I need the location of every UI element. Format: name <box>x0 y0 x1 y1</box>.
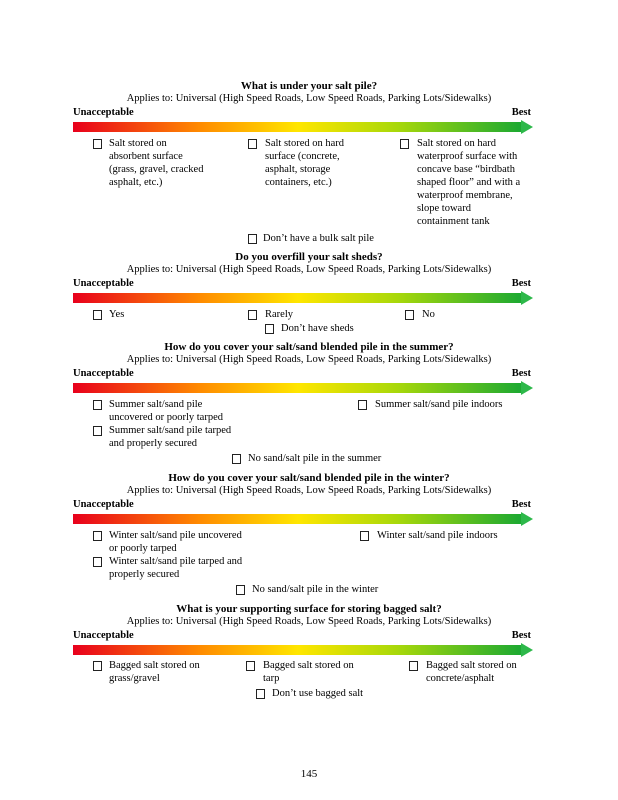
question-title: How do you cover your salt/sand blended pile in the summer? <box>164 341 454 353</box>
checkbox-icon[interactable] <box>360 531 369 541</box>
option-label: Don’t have a bulk salt pile <box>263 233 374 244</box>
option-label: Don’t have sheds <box>281 323 354 334</box>
option-label: No sand/salt pile in the summer <box>248 453 382 464</box>
option-label: Yes <box>109 309 125 320</box>
applies-to: Applies to: Universal (High Speed Roads, Low Speed Roads, Parking Lots/Sidewalks) <box>126 264 492 275</box>
rating-scale-bar <box>73 643 533 657</box>
option-1[interactable] <box>93 137 233 189</box>
scale-label-best: Best <box>511 368 531 379</box>
option-label: Winter salt/sand pile tarped and properly secured <box>109 556 243 580</box>
option-label: No sand/salt pile in the winter <box>252 584 379 595</box>
option-indoors[interactable] <box>358 398 538 411</box>
rating-scale-bar <box>73 120 533 134</box>
checkbox-icon[interactable] <box>93 400 102 410</box>
checkbox-icon[interactable] <box>93 531 102 541</box>
rating-scale-bar <box>73 512 533 526</box>
option-no-sheds[interactable] <box>265 322 425 335</box>
checkbox-icon[interactable] <box>93 310 102 320</box>
checkbox-icon[interactable] <box>358 400 367 410</box>
option-none[interactable] <box>236 583 436 596</box>
option-none[interactable] <box>232 452 432 465</box>
option-tarp[interactable] <box>246 659 386 685</box>
option-yes[interactable] <box>93 308 213 321</box>
checkbox-icon[interactable] <box>265 324 274 334</box>
checkbox-icon[interactable] <box>93 426 102 436</box>
scale-label-unacceptable: Unacceptable <box>73 499 134 510</box>
scale-label-unacceptable: Unacceptable <box>73 107 134 118</box>
checkbox-icon[interactable] <box>405 310 414 320</box>
applies-to: Applies to: Universal (High Speed Roads, Low Speed Roads, Parking Lots/Sidewalks) <box>126 616 492 627</box>
option-label: Bagged salt stored on tarp <box>263 660 354 684</box>
question-title: What is under your salt pile? <box>240 80 378 92</box>
rating-scale-bar <box>73 291 533 305</box>
option-label: Bagged salt stored on grass/gravel <box>109 660 200 684</box>
applies-to: Applies to: Universal (High Speed Roads, Low Speed Roads, Parking Lots/Sidewalks) <box>126 93 492 104</box>
option-3[interactable] <box>400 137 560 228</box>
option-label: Summer salt/sand pile tarped and properly secured <box>109 425 232 449</box>
checkbox-icon[interactable] <box>93 557 102 567</box>
scale-label-best: Best <box>511 499 531 510</box>
option-2[interactable] <box>248 137 388 189</box>
checkbox-icon[interactable] <box>409 661 418 671</box>
checkbox-icon[interactable] <box>248 234 257 244</box>
option-label: Salt stored on absorbent surface (grass, gravel, cracked asphalt, etc.) <box>109 138 204 188</box>
option-label: Summer salt/sand pile uncovered or poorly tarped <box>109 399 223 423</box>
checkbox-icon[interactable] <box>400 139 409 149</box>
scale-label-unacceptable: Unacceptable <box>73 368 134 379</box>
option-label: Bagged salt stored on concrete/asphalt <box>426 660 517 684</box>
option-indoors[interactable] <box>360 529 540 542</box>
question-title: Do you overfill your salt sheds? <box>235 251 383 263</box>
applies-to: Applies to: Universal (High Speed Roads, Low Speed Roads, Parking Lots/Sidewalks) <box>126 485 492 496</box>
option-uncovered[interactable] <box>93 398 263 424</box>
option-label: Winter salt/sand pile uncovered or poorly tarped <box>109 530 242 554</box>
scale-label-unacceptable: Unacceptable <box>73 278 134 289</box>
option-label: Winter salt/sand pile indoors <box>377 530 498 541</box>
option-label: Rarely <box>265 309 293 320</box>
checkbox-icon[interactable] <box>248 139 257 149</box>
checkbox-icon[interactable] <box>232 454 241 464</box>
checkbox-icon[interactable] <box>236 585 245 595</box>
scale-label-unacceptable: Unacceptable <box>73 630 134 641</box>
option-no[interactable] <box>405 308 505 321</box>
option-concrete-asphalt[interactable] <box>409 659 549 685</box>
question-title: How do you cover your salt/sand blended pile in the winter? <box>168 472 450 484</box>
checkbox-icon[interactable] <box>248 310 257 320</box>
option-uncovered[interactable] <box>93 529 263 555</box>
scale-label-best: Best <box>511 630 531 641</box>
page-number: 145 <box>300 768 318 780</box>
option-no-bagged[interactable] <box>256 687 436 700</box>
option-grass-gravel[interactable] <box>93 659 233 685</box>
option-label: Summer salt/sand pile indoors <box>375 399 503 410</box>
option-label: Salt stored on hard waterproof surface with concave base “birdbath shaped floor” and with a waterproof membrane, slope toward containment tank <box>417 138 521 227</box>
applies-to: Applies to: Universal (High Speed Roads, Low Speed Roads, Parking Lots/Sidewalks) <box>126 354 492 365</box>
rating-scale-bar <box>73 381 533 395</box>
checkbox-icon[interactable] <box>256 689 265 699</box>
option-label: No <box>422 309 435 320</box>
scale-label-best: Best <box>511 107 531 118</box>
checkbox-icon[interactable] <box>246 661 255 671</box>
checkbox-icon[interactable] <box>93 139 102 149</box>
option-tarped[interactable] <box>93 424 263 450</box>
option-label: Don’t use bagged salt <box>272 688 364 699</box>
checkbox-icon[interactable] <box>93 661 102 671</box>
option-rarely[interactable] <box>248 308 368 321</box>
question-title: What is your supporting surface for storing bagged salt? <box>176 603 442 615</box>
option-label: Salt stored on hard surface (concrete, asphalt, storage containers, etc.) <box>265 138 345 188</box>
scale-label-best: Best <box>511 278 531 289</box>
option-tarped[interactable] <box>93 555 263 581</box>
option-4[interactable] <box>248 232 448 245</box>
